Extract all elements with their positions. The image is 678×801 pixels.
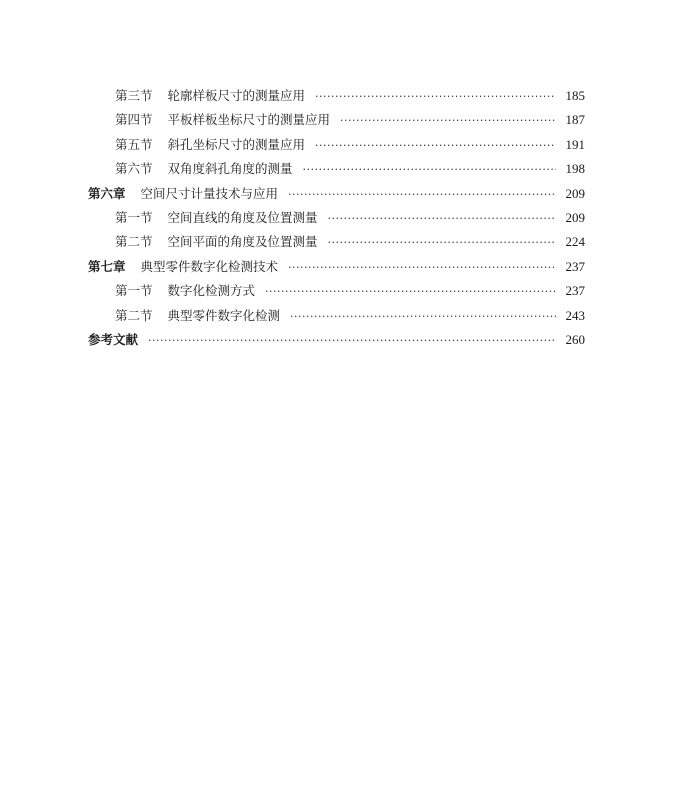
dot-leader — [265, 280, 556, 304]
toc-entry-section-3[interactable] — [88, 84, 585, 108]
toc-entry-label: 第六章 — [88, 185, 126, 201]
toc-entry-chapter-6[interactable] — [88, 182, 585, 206]
toc-entry-references[interactable] — [88, 328, 585, 352]
toc-entry-page-number: 198 — [565, 161, 585, 177]
toc-entry-section-6[interactable] — [88, 157, 585, 181]
toc-entry-section-5[interactable] — [88, 133, 585, 157]
toc-entry-page-number: 185 — [565, 88, 585, 103]
dot-leader — [288, 183, 556, 207]
toc-entry-page-number: 243 — [565, 307, 585, 323]
toc-entry-title: 典型零件数字化检测技术 — [140, 258, 279, 274]
toc-entry-title: 数字化检测方式 — [167, 283, 256, 299]
toc-entry-label: 第三节 — [115, 88, 153, 103]
toc-entry-label: 参考文献 — [88, 331, 139, 347]
toc-entry-label: 第六节 — [115, 161, 153, 177]
toc-entry-title: 双角度斜孔角度的测量 — [167, 161, 293, 177]
dot-leader — [315, 85, 556, 109]
toc-entry-page-number: 209 — [565, 185, 585, 201]
toc-entry-label: 第四节 — [115, 112, 153, 128]
toc-entry-label: 第七章 — [88, 258, 126, 274]
toc-entry-page-number: 237 — [565, 258, 585, 274]
toc-entry-title: 典型零件数字化检测 — [167, 307, 281, 323]
toc-entry-label: 第一节 — [115, 209, 153, 225]
toc-entry-chapter-7-section-2[interactable] — [88, 304, 585, 328]
toc-entry-title: 空间尺寸计量技术与应用 — [140, 185, 279, 201]
toc-entry-section-4[interactable] — [88, 108, 585, 132]
toc-entry-chapter-6-section-2[interactable] — [88, 230, 585, 254]
toc-entry-chapter-6-section-1[interactable] — [88, 206, 585, 230]
table-of-contents — [88, 84, 585, 352]
dot-leader — [288, 256, 556, 280]
toc-entry-page-number: 260 — [565, 331, 585, 347]
toc-entry-label: 第一节 — [115, 283, 153, 299]
toc-entry-page-number: 191 — [565, 136, 585, 152]
dot-leader — [315, 134, 556, 158]
toc-entry-label: 第二节 — [115, 307, 153, 323]
dot-leader — [148, 329, 556, 353]
dot-leader — [340, 109, 556, 133]
toc-entry-label: 第二节 — [115, 234, 153, 250]
toc-entry-page-number: 237 — [565, 283, 585, 299]
dot-leader — [328, 231, 556, 255]
toc-entry-title: 轮廓样板尺寸的测量应用 — [167, 88, 306, 103]
toc-entry-title: 空间直线的角度及位置测量 — [167, 209, 318, 225]
dot-leader — [290, 305, 556, 329]
toc-entry-page-number: 224 — [565, 234, 585, 250]
toc-entry-chapter-7-section-1[interactable] — [88, 279, 585, 303]
toc-entry-title: 平板样板坐标尺寸的测量应用 — [167, 112, 331, 128]
toc-entry-title: 斜孔坐标尺寸的测量应用 — [167, 136, 306, 152]
dot-leader — [328, 207, 556, 231]
toc-entry-title: 空间平面的角度及位置测量 — [167, 234, 318, 250]
toc-entry-chapter-7[interactable] — [88, 255, 585, 279]
dot-leader — [303, 158, 556, 182]
toc-entry-page-number: 187 — [565, 112, 585, 128]
toc-entry-label: 第五节 — [115, 136, 153, 152]
toc-entry-page-number: 209 — [565, 209, 585, 225]
